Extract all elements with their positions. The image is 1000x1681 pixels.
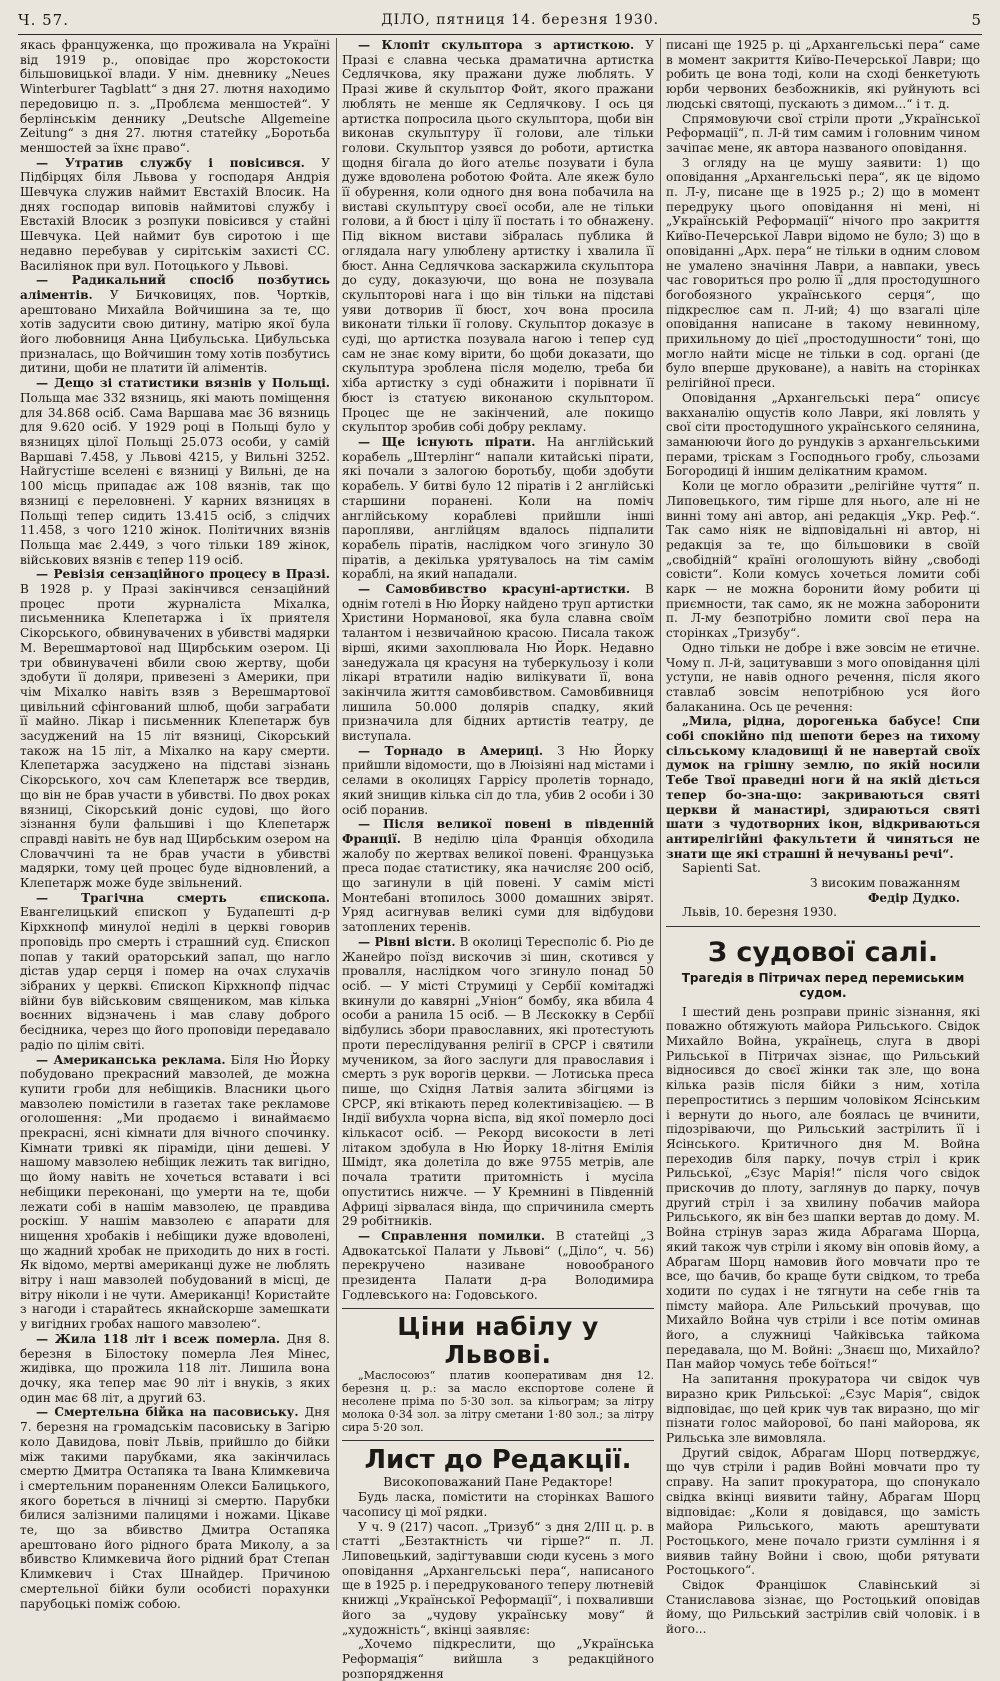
news-item	[342, 935, 654, 1229]
item-text: В околиці Тересполіс б. Ріо де Жанейро поїзд вискочив зі шин, скотився у провалля, наслідком чого згинуло понад 50 осіб. — У місті Струмиці у Сербії комітаджі вкинули до кавярні „Уніон“ бомбу, яка вбила 4 особи а ранила 15 осіб. — В Лєскокку в Сербії відбулись збори православних, які протестують проти переслідування релігії в СРСР і святили мучеником, за його заслуги для православия і смерть з рук ворогів церкви. — Лотиська преса пише, що Східня Латвія залита збігцями із СРСР, які втікають перед колективізацією. — В Індії вибухла чорна віспа, від якої померло досі кількасот осіб. — Рекорд високости в леті літаком здобула в Ню Йорку 18-літня Емілія Шмідт, яка долетіла до вже 9755 метрів, але почала тратити притомність і мусіла опуститись нижче. — У Кремнині в Південній Африці зірвалася вінда, що спричинила смерть 29 робітників.	[342, 934, 654, 1229]
item-text: В статейці „З Адвокатської Палати у Львові“ („Діло“, ч. 56) перекручено називане новообраного президента Палати д-ра Володимира Годлевського на: Годовського.	[342, 1228, 654, 1302]
prices-text: „Маслосоюз“ платив кооперативам дня 12. березня ц. р.: за масло експортове солене й несолене пріма по 5·30 зол. за кільограм; за літру молока 0·34 зол. за літру сметани 1·80 зол.; за літру сира 5·20 зол.	[342, 1369, 654, 1435]
column-1	[20, 38, 330, 1611]
news-item	[342, 744, 654, 818]
signature-name: Федір Дудко.	[867, 890, 960, 905]
letter-paragraph: З огляду на це мушу заявити: 1) що оповідання „Архангельські пера“, як це відомо п. Л-у, писане ще в 1925 р.; 2) що в момент передруку цього оповідання ні мені, ні „Українській Реформації“ нічого про закриття Київо-Печерської Лаври відомо не було; 3) що в оповіданні „Арх. пера“ не тільки в одним словом не умалено значіння Лаври, а навпаки, увесь час говориться про ролю її „для простодушного богобоязного українського серця“, що підкреслює сам п. Л-ий; 4) що взагалі ціле оповідання написане в такому невинному, прихильному до цієї „простодушности“ тоні, що могло найти місце не тільки в сод. органі (де було вперше друковане), а навіть на сторінках релігійної преси.	[666, 155, 980, 391]
news-item	[20, 1405, 330, 1611]
news-item	[20, 376, 330, 567]
letter-paragraph: писані ще 1925 р. ці „Архангельські пера“ саме в момент закриття Київо-Печерської Лаври; що робить це вона тоді, коли на сході бенкетують юрби червоних безбожників, які руйнують всі людські святощі, пускають з димом...“ і т. д.	[666, 38, 980, 111]
item-heading: — Торнадо в Америці.	[358, 743, 544, 758]
item-text: В 1928 р. у Празі закінчився сензаційний процес проти журналіста Міхалка, письменника Клепетаржа і їх приятеля Сікорського, обвинувачених в убивстві мадярки М. Верешмартової над Щирбським озером. Ці три обвинувачені вбили свою жертву, щоби здобути її доляри, привезені з Америки, при чім Міхалко навіть взяв з Верешмартової цивільний сфінгований шлюб, щоби заграбати її майно. Лікар і письменник Клепетарж був засуджений на 15 літ вязниці, Сікорський також на 15 літ, а Міхалко на кару смерти. Клепетаржа засуджено на підставі зізнань Сікорського, хоч сам Клепетарж все твердив, що він не брав участи в убивстві. По двох роках вязниці, Сікорський доніс судові, що його зізнання були фальшиві і що Клепетарж справді навіть не був над Щирбським озером на Словаччині та не брав участи в убивстві мадярки, тому цей процес буде відновлений, а Клепетарж може буде звільнений.	[20, 582, 330, 891]
item-text: У Празі є славна чеська драматична артистка Седлячкова, яку пражани дуже люблять. У Празі живе й скульптор Фойт, якого пражани люблять не менше як Седлячкову. І ось ця артистка попросила цього скульптора, щоби він виконав скульптуру її голови, але тільки голови. Скульптор узявся до роботи, артистка щодня бігала до його ательє позувати і була дуже вдоволена роботою Фойта. Але якеж було її обурення, коли одного дня вона побачила на виставі скульптуру своєї особи, але не тільки голови, а й бюст і цілу її постать і то обнажену. Під вікном вистави зібралась публика й оглядала нагу улюблену артистку і хвалила її бюст. Анна Седлячкова заскаржила скульптора до суду, доказуючи, що вона не позувала скульпторові нага і що він тільки на підставі уяви дотворив її бюст, хоч вона просила виконати тільки її голову. Скульптор доказує в суді, що артистка позувала нагою і тепер суд сам не знає кому вірити, бо щоби доказати, що скульптура зроблена після моделю, треба би хіба артистку з суді обнажити і порівнати її бюст із статуєю виконаною скульптором. Процес ще не закінчений, але покищо скульптор зробив собі добру рекламу.	[342, 38, 654, 435]
court-subheading: Трагедія в Пітричах перед перемиським судом.	[681, 971, 965, 1000]
letter-greeting: Високоповажаний Пане Редакторе!	[383, 1475, 613, 1490]
news-item	[20, 1053, 330, 1332]
prices-heading: Ціни набілу у Львові.	[342, 1308, 654, 1369]
item-text: В однім готелі в Ню Йорку найдено труп артистки Христини Норманової, яка була славна своїм талантом і незвичайною красою. Писала також вірші, якими захоплювала Ню Йорк. Недавно занедужала ця красуня на туберкульозу і коли лікарі втратили надію вилікувати її, вона закінчила життя самовбивством. Самовбивниця лишила 50.000 долярів спадку, який призначила для бідних артистів театру, де виступала.	[342, 582, 654, 744]
letter-heading: Лист до Редакції.	[342, 1440, 654, 1475]
item-heading: — Клопіт скульптора з артисткою.	[358, 38, 635, 52]
court-heading: З судової салі.	[707, 937, 939, 969]
news-item	[20, 891, 330, 1053]
article-text: якась француженка, що проживала на Україні від 1919 р., оповідає про жорстокости більшовицької влади. У нім. дневнику „Neues Winterburer Tagblatt“ з дня 27. лютня находимо передовицю п. з. „Проблєма меншостей“. У берлінськім деннику „Deutsche Allgemeine Zeitung“ з дня 27. лютня статейку „Боротьба меншостей за їхнє право“.	[20, 38, 330, 155]
news-item	[342, 435, 654, 582]
item-text: Біля Ню Йорку побудовано прекрасний мавзолей, де можна купити гроби для небіщиків. Власники цього мавзолею помістили в газетах таке рекламове оголошення: „Ми продаємо і винаймаємо прекрасні, ясні кімнати для вічного спочинку. Кімнати тривкі як піраміди, ціни дешеві. У нашому мавзолею небіщик лежить так вигідно, що йому навіть не хочеться вставати і всі небіщики переконані, що умерти на те, щоби лежати собі в нашім мавзолею, це правдива роскіш. У нашім мавзолею є апарати для нищення хробаків і небіщики дуже вдоволені, що жадний хробак не приходить до них в гості. Як відомо, мертві американці дуже не люблять вітру і наш мавзолей побудований в місці, де вітру ніколи і не чути. Американці! Користайте з нагоди і старайтесь якнайскорше замешкати у вигідних гробах нашого мавзолею“.	[20, 1052, 330, 1332]
article-paragraph: На запитання прокуратора чи свідок чув виразно крик Рильської: „Єзус Марія“, свідок відповідає, що цей крик чув так виразно, що міг пізнати голос майорової, бо пані майорова, як Рильська зле вимовляла.	[666, 1372, 980, 1445]
column-3	[666, 38, 980, 1637]
item-text: Евангелицький єпископ у Будапешті д-р Кірхкнопф минулої неділі в церкві говорив проповідь про смерть і страшний суд. Єпископ попав у такий ораторський запал, що нагло дістав удар серця і помер на очах слухачів зібраних у церкві. Єпископ Кірхкнопф підчас війни був військовим священиком, мав кілька воєнних відзначень і мав славу доброго бесідника, через що його проповіди передавало радіо по цілім світі.	[20, 905, 330, 1052]
letter-paragraph: У ч. 9 (217) часоп. „Тризуб“ з дня 2/III ц. р. в статті „Безтактність чи гірше?“ п. Л. Липовецький, задігтувавши сюди кусень з мого оповідання „Архангельські пера“, написаного ще в 1925 р. і передрукованого теперу лютневій книжці „Української Реформації“, і похваливши його за „чудову українську мову“ й „художність“, вкінці заявляє:	[342, 1519, 654, 1637]
letter-paragraph: „Хочемо підкреслити, що „Українська Реформація“ вийшла з редакційного розпорядження	[342, 1637, 654, 1681]
item-heading: — Радикальний спосіб позбутись аліментів.	[20, 273, 330, 302]
column-2	[342, 38, 654, 1681]
page-header	[18, 6, 982, 35]
letter-paragraph: Оповідання „Архангельські пера“ описує вакханалію ощустів коло Лаври, які ловлять у свої сіти простодушного українського селянина, заманюючи його до рундуків з архангельськими перами, тріскам з Господнього гробу, сльозами Богородиці й іншим делікатним крамом.	[666, 390, 980, 479]
item-heading: — Самовбивство красуні-артистки.	[358, 582, 631, 597]
news-item	[20, 567, 330, 890]
article-paragraph: Свідок Францішок Славінський зі Станиславова зізнає, що Ростоцький оповідав йому, що Рильський застрілив свій чоловік. і в його...	[666, 1578, 980, 1637]
column-rule	[660, 38, 661, 1550]
item-text: У Бичковицях, пов. Чортків, арештовано Михайла Войчишина за те, що хотів задусити свою дитину, матірю якої була його любовниця Анна Цибульська. Цибульська призналась, що Войчишин тому хотів позбутись дитини, щоби не платити їй аліментів.	[20, 287, 330, 376]
letter-paragraph: Будь ласка, помістити на сторінках Вашого часопису ці мої рядки.	[342, 1490, 654, 1519]
item-heading: — Після великої повені в південній Франції.	[342, 817, 654, 846]
column-rule	[336, 38, 337, 1550]
issue-number: Ч. 57.	[18, 11, 69, 29]
news-item	[20, 1332, 330, 1406]
item-text: В неділю ціла Франція обходила жалобу по жертвах великої повені. Французька преса подає статистику, яка начисляє 200 осіб, що загинули в цій повені. У самім місті Монтебані втопилось 3000 домашних звірят. Уряд асигнував великі суми для відбудови затоплених теренів.	[342, 831, 654, 935]
item-heading: — Ревізія сензаційного процесу в Празі.	[36, 567, 330, 582]
news-item	[342, 1229, 654, 1303]
item-text: Дня 8. березня в Білостоку померла Лея Мінес, жидівка, що прожила 118 літ. Лишила вона дочку, яка тепер має 90 літ і внуків, з яких один має 68 літ, а другий 63.	[20, 1331, 330, 1405]
masthead-date: ДІЛО, пятниця 14. березня 1930.	[381, 12, 660, 28]
item-text: Польща має 332 вязниць, які мають поміщення для 34.868 осіб. Сама Варшава має 36 вязниць для 9.620 осіб. У 1929 році в Польщі було у вязницях цілої Польщі 25.073 особи, у самій Варшаві 7.458, у Львові 4215, у Вильні 3252. Найгустіше вселені є вязниці у Вильні, де на 100 місць припадає аж 108 вязнів, так що вязниці є переловнені. У карних вязницях в Польщі тепер сидить 13.415 осіб, з слідчих 11.458, з чого 1210 жінок. Політичних вязнів Польща має 2.449, з чого тільки 189 жінок, військових вязнів є тепер 119 осіб.	[20, 390, 330, 567]
letter-paragraph: Коли це могло образити „релігійне чуття“ п. Липовецького, тим гірше для нього, але ні не винні тому ані автор, ані редакція „Укр. Реф.“. Так само ніяк не відповідальні ні автор, ні редакція за те, що більшовики в своїй „свобідній“ країні оголошують війну „свободі совісти“. Коли комусь хочеться ломити собі карк — не можна боронити йому робити ці приємности, так само, як не можна заборонити п. Л-му безпотрібно ломити свої пера на сторінках „Тризубу“.	[666, 479, 980, 641]
item-text: На англійський корабель „Штерлінг“ напали китайські пірати, які почали з залогою боротьбу, щоби здобути корабель. У битві було 12 піратів і 2 англійські старшини поранені. Коли на поміч англійському кораблеві прийшли інші паропляви, англійцям вдалось підпалити корабель піратів, наслідком чого згинуло 30 піратів, а декілька урятувалось на тім самім кораблі, на який нападали.	[342, 434, 654, 582]
news-item	[342, 817, 654, 935]
item-heading: — Утратив службу і повісився.	[36, 155, 305, 170]
article-paragraph: І шестий день розправи приніс зізнання, які поважно обтяжують майора Рильського. Свідок Михайло Война, українець, слуга в дворі Рильської в Пітричах зізнає, що Рильський відносився до своєї жінки так зле, що вона кілька разів після бійки з ним, хотіла перепроститись з першим чоловіком Ясінським і вернути до нього, але боялась це вчинити, підозріваючи, що Рильський застрілить її і Ясінського. Критичного дня М. Война переходив біля парку, почув стріл і крик Рильської, „Єзус Марія!“ після чого свідок прискочив до плоту, заглянув до парку, почув другий стріл і за хвилину побачив майора Рильського, як він без шапки вертав до дому. М. Война стрінув зараз жида Абрагама Шорца, який також чув стріли і якому він оповів йому, а Абрагам Шорц намовив його мовчати про те все, що бачив, бо краще бути свідком, то треба ходити по судах і не тягнути на себе гнів та пімсту майора. Але Рильський прочував, що Михайло Война чув стріли і все потім оминав його, а служниці Чайківська тайкома передавала, що М. Войні: „Знаєш що, Михайло? Пан майор чомусь тебе боїться!“	[666, 1004, 980, 1372]
article-paragraph: Другий свідок, Абрагам Шорц потверджує, що чув стріли і радив Войні мовчати про ту справу. На запит прокуратора, що спонукало свідка вкінці виявити тайну, Абрагам Шорц відповідає: „Коли я довідався, що замість майора Рильського, мають арештувати Ростоцького, мене почало гризти сумління і я виявив тайну Войни і свою, щоби рятувати Ростоцького“.	[666, 1445, 980, 1578]
news-item	[342, 38, 654, 435]
item-heading: — Справлення помилки.	[358, 1228, 546, 1243]
item-text: Дня 7. березня на громадськім пасовиську в Загірю коло Давидова, повіт Львів, прийшло до бійки між такими парубками, яка закінчилась смертю Дмитра Остапяка та Івана Климкевича і смертельним пораненням Олекси Балицького, якого бореться в лічниці зі смертю. Парубки билися залізними палицями і ножами. Цікаве те, що за вбивство Дмитра Остапяка арештовано його рідного брата Миколу, а за вбивство Климкевича його рідний брат Степан Климкевич і Стах Шнайдер. Причиною смертельної бійки були особисті порахунки парубоцькі поміж собою.	[20, 1405, 330, 1611]
item-heading: — Ще існують пірати.	[358, 434, 536, 449]
item-heading: — Дещо зі статистики вязнів у Польщі.	[36, 376, 330, 391]
letter-quote: „Мила, рідна, дорогенька бабусе! Спи собі спокійно під шепоти берез на тихому сільському кладовищі й не навертай своїх думок на грішну землю, по якій носили Тебе Твої праведні ноги й на якій діється тепер бо-зна-що: закриваються святі церкви й манастирі, здираються святі шати з чудотворних ікон, відкриваються антирелігійні факультети й чиняться не знати ще які страшні й нечуваньі речі“.	[666, 714, 980, 861]
news-item	[20, 156, 330, 274]
section-divider	[666, 926, 980, 927]
page-number: 5	[971, 11, 982, 29]
letter-closing: Sapienti Sat.	[682, 861, 761, 876]
item-text: З Ню Йорку прийшли відомости, що в Люізіяні над містами і селами в околицях Гаррісу пролетів торнадо, який знищив кілька сіл до тла, убив 2 особи і 30 осіб поранив.	[342, 743, 654, 817]
item-heading: — Рівні вісти.	[358, 934, 456, 949]
news-item	[20, 273, 330, 376]
item-heading: — Смертельна бійка на пасовиську.	[36, 1405, 299, 1420]
item-text: У Підбірцях біля Львова у господаря Андрія Шевчука служив наймит Евстахій Влосик. На днях господар виповів наймитові службу і Евстахій Влосик з розпуки повісився у стайні Шевчука. Цей наймит був сиротою і ще недавно перебував у сирітськім захисті СС. Василіянок при вул. Потоцького у Львові.	[20, 155, 330, 273]
item-heading: — Американська реклама.	[36, 1052, 226, 1067]
news-item	[342, 582, 654, 744]
letter-paragraph: Спрямовуючи свої стріли проти „Української Реформації“, п. Л-й тим самим і головним чином зачіпає мене, як автора названого оповідання.	[666, 111, 980, 155]
item-heading: — Трагічна смерть єпископа.	[36, 890, 330, 905]
signature-greeting: З високим поважанням	[809, 876, 960, 891]
letter-paragraph: Одно тільки не добре і вже зовсім не етичне. Чому п. Л-й, зацитувавши з мого оповідання цілі уступи, не навів одного речення, після якого ставлаб зовсім непотрібною уся його балаканина. Ось це речення:	[666, 640, 980, 714]
letter-place-date: Львів, 10. березня 1930.	[682, 905, 838, 920]
item-heading: — Жила 118 літ і всеж померла.	[36, 1331, 281, 1346]
